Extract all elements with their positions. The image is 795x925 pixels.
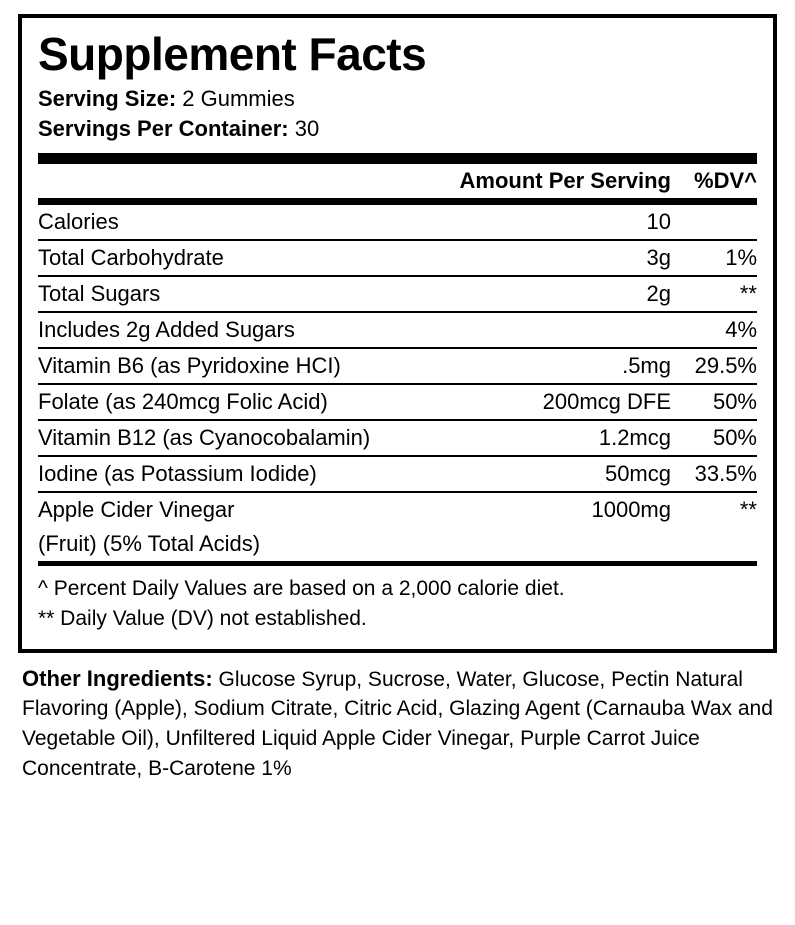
header-dv: %DV^ [671,164,757,199]
row-dv-total-sugars: ** [671,276,757,312]
other-ingredients-text: Glucose Syrup, Sucrose, Water, Glucose, Pectin Natural Flavoring (Apple), Sodium Citrate, Citric Acid, Glazing Agent (Carnauba Wax and Vegetable Oil), Unfiltered Liquid Apple Cider Vinegar, Purple Carrot Juice Concentrate, B-Carotene 1% [22,667,773,781]
row-dv-total-carbohydrate: 1% [671,240,757,276]
servings-per-container-value: 30 [294,115,320,141]
servings-per-container-line [38,114,757,143]
row-dv-iodine: 33.5% [671,456,757,492]
servings-per-container-label: Servings Per Container: [38,115,289,141]
row-amount-total-carbohydrate: 3g [466,240,671,276]
table-row [38,492,757,527]
table-row-continuation [38,527,757,561]
row-name-folate: Folate (as 240mcg Folic Acid) [38,384,466,420]
row-name-vitamin-b6: Vitamin B6 (as Pyridoxine HCI) [38,348,466,384]
nutrition-rows [38,205,757,561]
other-ingredients-label: Other Ingredients: [22,665,213,691]
divider-thick-top [38,153,757,164]
table-row [38,205,757,240]
supplement-facts-panel [18,14,777,653]
row-name-iodine: Iodine (as Potassium Iodide) [38,456,466,492]
row-amount-vitamin-b12: 1.2mcg [466,420,671,456]
row-dv-folate: 50% [671,384,757,420]
table-row [38,240,757,276]
row-dv-blank [671,527,757,561]
header-amount-per-serving: Amount Per Serving [460,164,671,199]
table-row [38,384,757,420]
row-name-apple-cider-vinegar-second-line: (Fruit) (5% Total Acids) [38,530,261,556]
table-row [38,348,757,384]
row-dv-calories [671,205,757,240]
table-row [38,276,757,312]
row-name-total-carbohydrate: Total Carbohydrate [38,240,466,276]
row-amount-folate: 200mcg DFE [466,384,671,420]
row-amount-total-sugars: 2g [466,276,671,312]
footnotes [38,566,757,635]
row-dv-added-sugars: 4% [671,312,757,348]
row-amount-vitamin-b6: .5mg [466,348,671,384]
row-name-added-sugars: Includes 2g Added Sugars [38,312,466,348]
header-spacer [38,164,460,199]
row-dv-vitamin-b12: 50% [671,420,757,456]
table-row [38,456,757,492]
row-amount-iodine: 50mcg [466,456,671,492]
table-row [38,420,757,456]
table-header-row [38,164,757,199]
row-name-total-sugars: Total Sugars [38,276,466,312]
row-name-apple-cider-vinegar: Apple Cider Vinegar [38,496,235,522]
row-amount-added-sugars [466,312,671,348]
row-amount-blank [466,527,671,561]
panel-title: Supplement Facts [38,28,427,80]
table-row [38,312,757,348]
row-name-vitamin-b12: Vitamin B12 (as Cyanocobalamin) [38,420,466,456]
footnote-dv-not-established: ** Daily Value (DV) not established. [38,607,367,631]
footnote-daily-values: ^ Percent Daily Values are based on a 2,000 calorie diet. [38,576,565,600]
row-dv-vitamin-b6: 29.5% [671,348,757,384]
row-amount-apple-cider-vinegar: 1000mg [591,496,671,522]
serving-size-line [38,84,757,113]
other-ingredients [18,653,777,784]
serving-size-label: Serving Size: [38,86,177,112]
row-amount-calories: 10 [466,205,671,240]
serving-size-value: 2 Gummies [182,86,295,112]
row-name-calories: Calories [38,205,466,240]
row-dv-apple-cider-vinegar: ** [739,496,757,522]
nutrition-table [38,164,757,200]
